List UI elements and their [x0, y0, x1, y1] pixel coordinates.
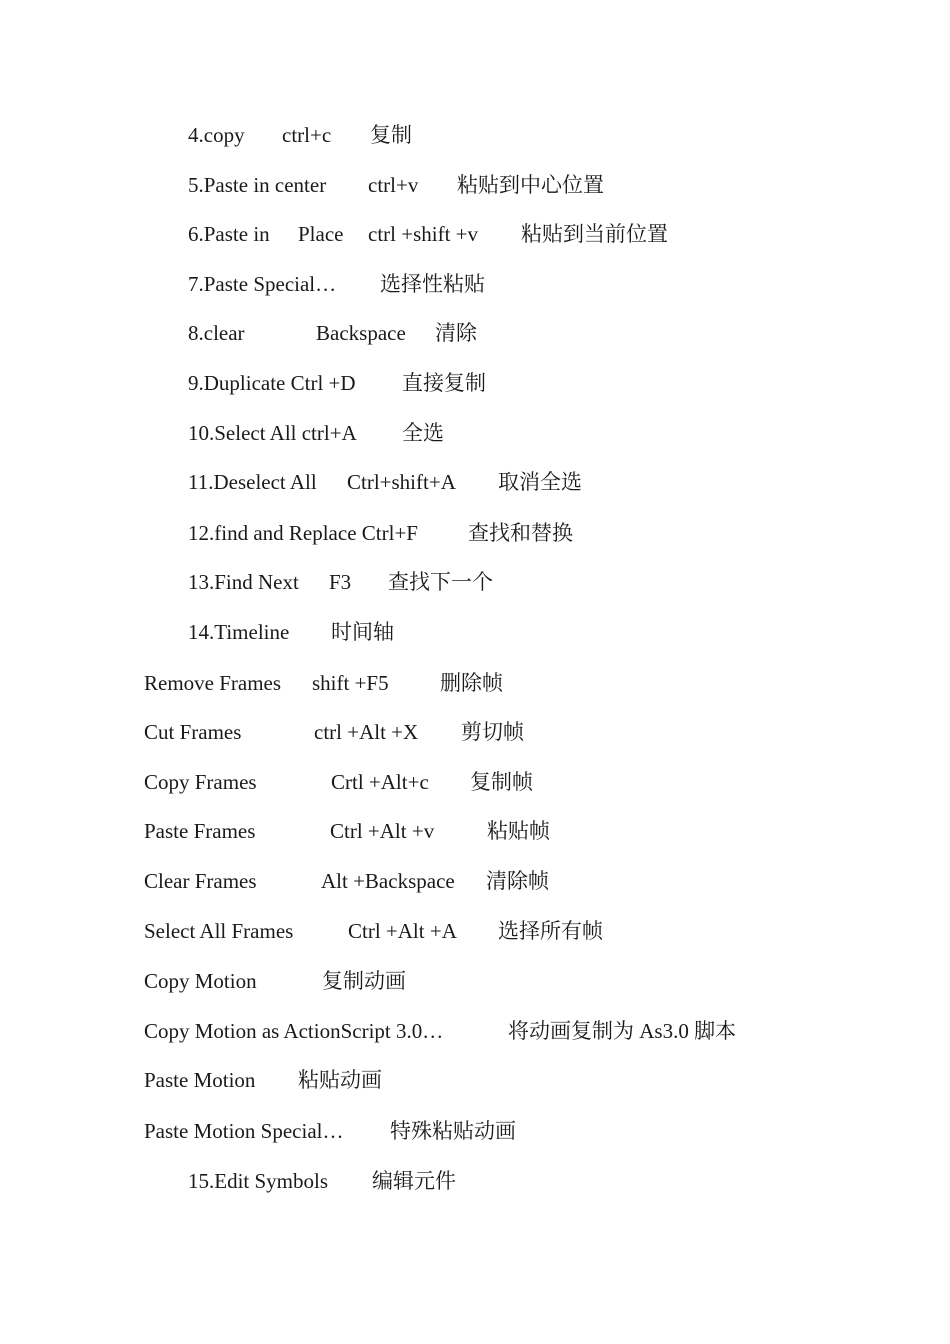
- command-name: Remove Frames: [144, 671, 282, 695]
- command-name: 7.Paste Special…: [188, 272, 337, 296]
- shortcut-keys: ctrl +shift +v: [368, 222, 479, 246]
- chinese-label: 剪切帧: [461, 720, 524, 744]
- command-name: 4.copy: [188, 123, 245, 147]
- chinese-label: 粘贴到中心位置: [457, 173, 604, 197]
- command-name: 15.Edit Symbols: [188, 1169, 329, 1193]
- command-name: 13.Find Next: [188, 570, 299, 594]
- command-name: Copy Motion: [144, 969, 257, 993]
- shortcut-keys: Ctrl +Alt +A: [348, 919, 457, 943]
- chinese-label: 清除: [435, 321, 477, 345]
- shortcut-keys: Crtl +Alt+c: [331, 770, 429, 794]
- chinese-label: 将动画复制为 As3.0 脚本: [508, 1019, 737, 1043]
- command-name: Clear Frames: [144, 869, 257, 893]
- chinese-label: 复制帧: [470, 770, 533, 794]
- command-name-cont: Place: [298, 222, 344, 246]
- chinese-label: 选择性粘贴: [380, 272, 485, 296]
- chinese-label: 编辑元件: [372, 1169, 456, 1193]
- chinese-label: 粘贴帧: [487, 819, 550, 843]
- command-name: Paste Motion Special…: [144, 1119, 344, 1143]
- shortcut-keys: Ctrl+shift+A: [347, 470, 456, 494]
- chinese-label: 直接复制: [402, 371, 486, 395]
- command-name: Cut Frames: [144, 720, 242, 744]
- command-name: 12.find and Replace Ctrl+F: [188, 521, 418, 545]
- command-name: Copy Frames: [144, 770, 257, 794]
- shortcut-keys: shift +F5: [312, 671, 389, 695]
- command-name: Paste Frames: [144, 819, 256, 843]
- chinese-label: 复制: [370, 123, 412, 147]
- chinese-label: 粘贴到当前位置: [521, 222, 668, 246]
- chinese-label: 全选: [402, 421, 444, 445]
- shortcut-keys: Backspace: [316, 321, 406, 345]
- chinese-label: 查找下一个: [388, 570, 493, 594]
- shortcut-keys: ctrl +Alt +X: [314, 720, 419, 744]
- command-name: 10.Select All ctrl+A: [188, 421, 357, 445]
- shortcut-keys: ctrl+c: [282, 123, 332, 147]
- command-name: 8.clear: [188, 321, 245, 345]
- chinese-label: 删除帧: [440, 671, 503, 695]
- chinese-label: 选择所有帧: [498, 919, 603, 943]
- chinese-label: 时间轴: [331, 620, 394, 644]
- shortcut-keys: F3: [329, 570, 352, 594]
- chinese-label: 查找和替换: [468, 521, 573, 545]
- command-name: 6.Paste in: [188, 222, 270, 246]
- command-name: 5.Paste in center: [188, 173, 327, 197]
- shortcut-keys: Alt +Backspace: [321, 869, 455, 893]
- shortcut-keys: Ctrl +Alt +v: [330, 819, 435, 843]
- chinese-label: 特殊粘贴动画: [390, 1119, 516, 1143]
- command-name: 14.Timeline: [188, 620, 290, 644]
- chinese-label: 复制动画: [322, 969, 406, 993]
- command-name: Select All Frames: [144, 919, 294, 943]
- command-name: 11.Deselect All: [188, 470, 317, 494]
- command-name: Copy Motion as ActionScript 3.0…: [144, 1019, 444, 1043]
- chinese-label: 清除帧: [486, 869, 549, 893]
- chinese-label: 粘贴动画: [298, 1068, 382, 1092]
- command-name: 9.Duplicate Ctrl +D: [188, 371, 356, 395]
- chinese-label: 取消全选: [498, 470, 582, 494]
- shortcut-keys: ctrl+v: [368, 173, 419, 197]
- command-name: Paste Motion: [144, 1068, 256, 1092]
